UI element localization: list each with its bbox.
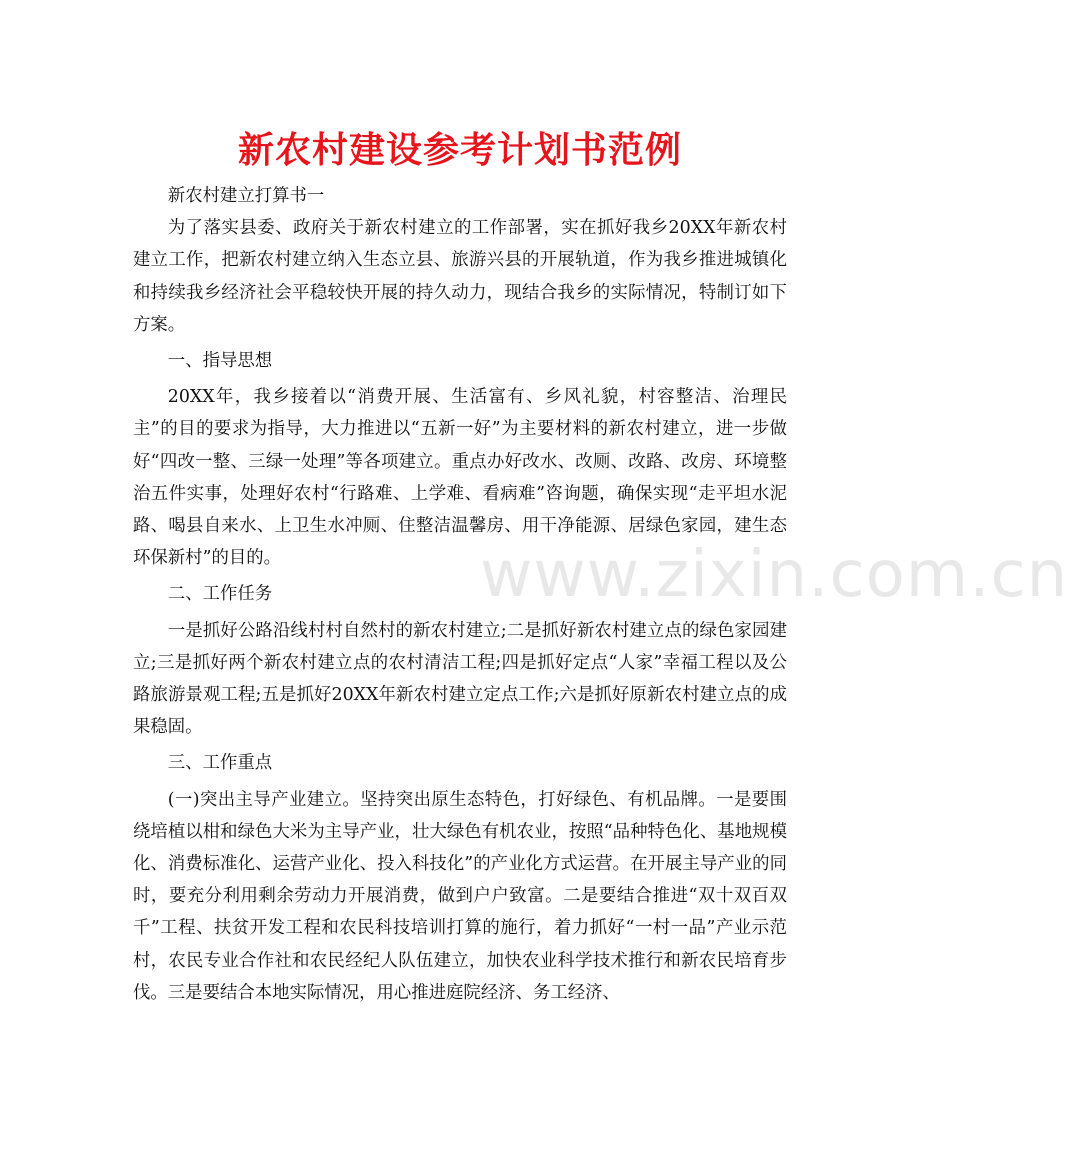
paragraph-subtitle: 新农村建立打算书一 [167,186,325,206]
paragraph-guiding-thought: 20XX年，我乡接着以“消费开展、生活富有、乡风礼貌，村容整洁、治理民主”的目的要求为指导，大力推进以“五新一好”为主要材料的新农村建立，进一步做好“四改一整、三绿一处理”等各项建立。重点办好改水、改厕、改路、改房、环境整治五件实事，处理好农村“行路难、上学难、看病难”咨询题，确保实现“走平坦水泥路、喝县自来水、上卫生水冲厕、住整洁温馨房、用干净能源、居绿色家园，建生态环保新村”的目的。 [133,387,787,569]
section-heading-work-focus: 三、工作重点 [167,753,273,774]
watermark: www.zixin.com.cn [480,538,1068,612]
document-body [133,180,787,1009]
paragraph-work-tasks: 一是抓好公路沿线村村自然村的新农村建立;二是抓好新农村建立点的绿色家园建立;三是抓好两个新农村建立点的农村清洁工程;四是抓好定点“人家”幸福工程以及公路旅游景观工程;五是抓好20XX年新农村建立定点工作;六是抓好原新农村建立点的成果稳固。 [133,620,787,738]
paragraph-intro: 为了落实县委、政府关于新农村建立的工作部署，实在抓好我乡20XX年新农村建立工作，把新农村建立纳入生态立县、旅游兴县的开展轨道，作为我乡推进城镇化和持续我乡经济社会平稳较快开展的持久动力，现结合我乡的实际情况，特制订如下方案。 [133,218,787,335]
document-title: 新农村建设参考计划书范例 [237,130,682,171]
paragraph-work-focus: (一)突出主导产业建立。坚持突出原生态特色，打好绿色、有机品牌。一是要围绕培植以柑和绿色大米为主导产业，壮大绿色有机农业，按照“品种特色化、基地规模化、消费标准化、运营产业化、投入科技化”的产业化方式运营。在开展主导产业的同时，要充分利用剩余劳动力开展消费，做到户户致富。二是要结合推进“双十双百双千”工程、扶贫开发工程和农民科技培训打算的施行，着力抓好“一村一品”产业示范村，农民专业合作社和农民经纪人队伍建立，加快农业科学技术推行和新农民培育步伐。三是要结合本地实际情况，用心推进庭院经济、务工经济、 [133,789,787,1003]
section-heading-guiding-thought: 一、指导思想 [167,351,273,372]
section-heading-work-tasks: 二、工作任务 [167,584,273,605]
